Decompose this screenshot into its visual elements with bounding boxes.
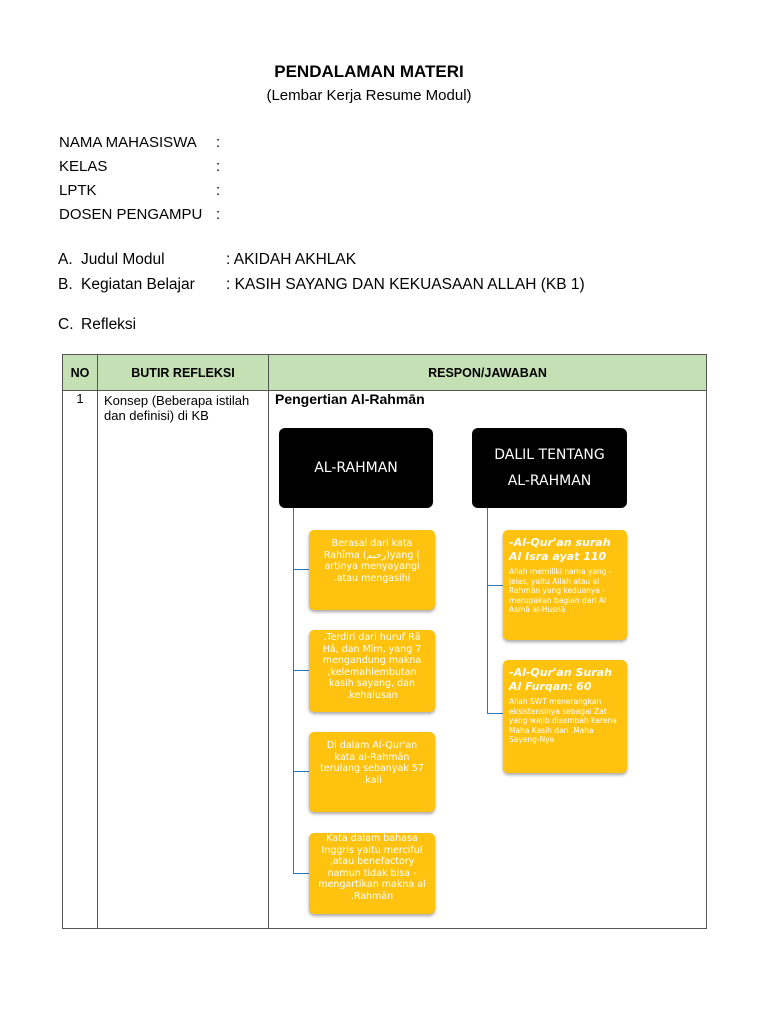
info-sep: : — [216, 158, 221, 175]
row-no: 1 — [63, 391, 98, 929]
left-connector-branch — [293, 771, 309, 772]
right-connector-branch — [487, 585, 503, 586]
dalil-heading: -Al-Qur'an Surah Al Furqan: 60 — [509, 666, 612, 693]
section-value: : KASIH SAYANG DAN KEKUASAAN ALLAH (KB 1) — [226, 276, 585, 293]
page-title: PENDALAMAN MATERI — [274, 62, 464, 81]
al-rahman-box — [279, 428, 433, 508]
section-letter: C. — [58, 316, 74, 333]
info-row-kelas — [59, 158, 220, 175]
definition-box: .Terdiri dari huruf Rā Hā, dan Mīm, yang 7 mengandung makna ,kelemahlembutan kasih sayang, dan .kehalusan — [309, 630, 435, 712]
header-respon: RESPON/JAWABAN — [269, 355, 707, 391]
info-label: LPTK — [59, 182, 97, 199]
header-no: NO — [63, 355, 98, 391]
section-value: : AKIDAH AKHLAK — [226, 251, 357, 268]
dalil-title-line2: AL-RAHMAN — [507, 473, 592, 489]
al-rahman-title: AL-RAHMAN — [314, 460, 398, 476]
row-butir: Konsep (Beberapa istilah dan definisi) di KB — [104, 393, 250, 423]
left-connector-vertical — [293, 508, 294, 874]
dalil-body: Allah SWT menerangkan eksistensinya sebagai Zat yang wajib disembah karena Maha Kasih dan .Maha Sayang-Nya — [509, 697, 617, 744]
section-b — [58, 276, 585, 294]
definition-box: Di dalam Al-Qur'an kata al-Rahmān terulang sebanyak 57 .kali — [309, 732, 435, 812]
info-row-dosen — [59, 206, 220, 223]
dalil-title-line1: DALIL TENTANG — [494, 447, 605, 463]
dalil-body: Allah memiliki nama yang -jelas, yaitu Allah atau al Rahmān yang keduanya -merupakan bagian dari Al Asmā al-Husnā — [509, 567, 612, 614]
dalil-box-isra — [503, 530, 627, 640]
left-connector-branch — [293, 670, 309, 671]
right-connector-branch — [487, 713, 503, 714]
table-header-row — [63, 355, 707, 391]
section-c — [58, 316, 136, 334]
info-row-nama — [59, 134, 220, 151]
header-butir: BUTIR REFLEKSI — [98, 355, 269, 391]
right-connector-vertical — [487, 508, 488, 714]
dalil-heading: -Al-Qur'an surah Al Isra ayat 110 — [509, 536, 611, 563]
dalil-box-furqan — [503, 660, 627, 773]
info-label: DOSEN PENGAMPU — [59, 206, 203, 223]
section-letter: B. — [58, 276, 73, 293]
left-connector-branch — [293, 873, 309, 874]
dalil-box — [472, 428, 627, 508]
section-letter: A. — [58, 251, 73, 268]
definition-box: Kata dalam bahasa Inggris yaitu merciful ,atau benefactory namun tidak bisa -mengartikan makna al .Rahmān — [309, 833, 435, 914]
info-label: NAMA MAHASISWA — [59, 134, 197, 151]
section-label: Judul Modul — [81, 251, 165, 268]
response-heading: Pengertian Al-Rahmān — [275, 391, 425, 407]
info-row-lptk — [59, 182, 220, 199]
row-butir-cell — [98, 391, 269, 929]
info-sep: : — [216, 182, 221, 199]
info-sep: : — [216, 134, 221, 151]
section-a — [58, 251, 356, 269]
left-connector-branch — [293, 569, 309, 570]
section-label: Refleksi — [81, 316, 137, 333]
section-label: Kegiatan Belajar — [81, 276, 195, 293]
page-subtitle: (Lembar Kerja Resume Modul) — [266, 87, 472, 104]
info-label: KELAS — [59, 158, 108, 175]
info-sep: : — [216, 206, 221, 223]
definition-box: Berasal dari kata Rahīma (رحيم)yang ( artinya menyayangi .atau mengasihi — [309, 530, 435, 610]
